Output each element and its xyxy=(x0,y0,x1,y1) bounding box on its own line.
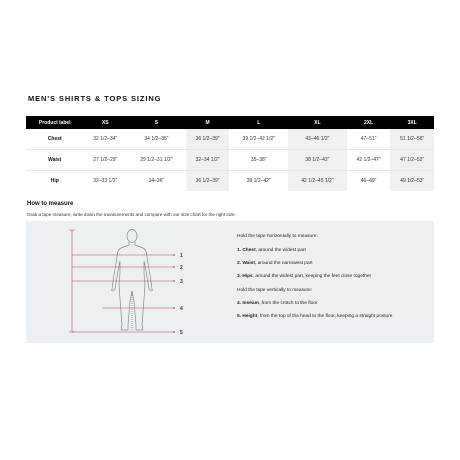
row-label: Hip xyxy=(50,178,59,184)
table-header-row xyxy=(26,116,434,129)
label-height: 5 xyxy=(180,330,183,336)
header-size-s: S xyxy=(127,116,186,129)
table-cell: 32–33 1/2" xyxy=(93,178,118,184)
header-size-l: L xyxy=(229,116,288,129)
size-chart-table xyxy=(26,116,434,191)
table-cell: 32–34 1/2" xyxy=(186,150,230,171)
table-row-hip xyxy=(26,171,434,192)
table-cell: 35–38" xyxy=(229,150,288,171)
label-inseam: 4 xyxy=(180,306,183,312)
vertical-intro: Hold the tape vertically to measure: xyxy=(237,288,313,293)
step-number: 3. Hips xyxy=(237,274,253,279)
step-number: 4. Inseam xyxy=(237,301,259,306)
step-text: , around the widest part, keeping the feet close together xyxy=(252,274,372,279)
measurement-lines xyxy=(72,255,174,332)
table-cell: 36 1/2–39" xyxy=(186,171,230,192)
step-height xyxy=(237,315,392,320)
table-cell: 42 1/2–47" xyxy=(347,150,391,171)
table-cell: 49 1/2–53" xyxy=(390,171,434,192)
table-cell: 39 1/2–42 1/2" xyxy=(242,136,275,142)
table-cell: 43–46 1/2" xyxy=(288,129,347,150)
header-size-m: M xyxy=(186,116,230,129)
table-cell: 38 1/2–42" xyxy=(288,150,347,171)
header-size-3xl: 3XL xyxy=(390,116,434,129)
row-label: Waist xyxy=(26,150,83,171)
table-cell: 46–49" xyxy=(360,178,377,184)
step-hips xyxy=(237,275,371,280)
row-label: Chest xyxy=(47,136,62,142)
step-number: 1. Chest xyxy=(237,248,256,253)
table-cell: 47–51" xyxy=(360,136,377,142)
table-cell: 34–36" xyxy=(148,178,165,184)
table-cell: 47 1/2–52" xyxy=(390,150,434,171)
header-size-xl: XL xyxy=(288,116,347,129)
header-product-label: Product label xyxy=(26,116,83,129)
table-cell: 36 1/2–39" xyxy=(186,129,230,150)
step-text: , around the widest part xyxy=(255,248,306,253)
label-chest: 1 xyxy=(180,253,183,259)
step-text: , around the narrowest part xyxy=(254,261,313,266)
body-measurement-figure xyxy=(62,227,194,339)
step-text: , from the top of the head to the floor, keeping a straight posture xyxy=(257,314,393,319)
step-waist xyxy=(237,262,313,267)
table-row-waist xyxy=(26,150,434,171)
table-cell: 39 1/2–42" xyxy=(246,178,271,184)
step-number: 2. Waist xyxy=(237,261,255,266)
how-to-measure-title: How to measure xyxy=(27,201,74,207)
step-text: , from the crotch to the floor xyxy=(258,301,318,306)
table-row-chest xyxy=(26,129,434,150)
label-waist: 2 xyxy=(180,265,183,271)
step-chest xyxy=(237,249,306,254)
body-silhouette xyxy=(112,230,153,331)
page-title: MEN'S SHIRTS & TOPS SIZING xyxy=(28,94,162,103)
table-cell: 51 1/2–56" xyxy=(390,129,434,150)
step-inseam xyxy=(237,302,318,307)
header-size-2xl: 2XL xyxy=(347,116,391,129)
table-cell: 42 1/2–45 1/2" xyxy=(288,171,347,192)
table-cell: 32 1/2–34" xyxy=(93,136,118,142)
horizontal-intro: Hold the tape horizontally to measure: xyxy=(237,234,318,239)
table-cell: 27 1/2–29" xyxy=(83,150,127,171)
how-to-measure-description: Grab a tape measure, write down the measurements and compare with our size chart for the right size. xyxy=(27,212,236,217)
table-cell: 29 1/2–31 1/2" xyxy=(127,150,186,171)
table-cell: 34 1/2–36" xyxy=(144,136,169,142)
label-hips: 3 xyxy=(180,279,183,285)
measurement-dots xyxy=(173,254,175,333)
step-number: 5. Height xyxy=(237,314,258,319)
header-size-xs: XS xyxy=(83,116,127,129)
